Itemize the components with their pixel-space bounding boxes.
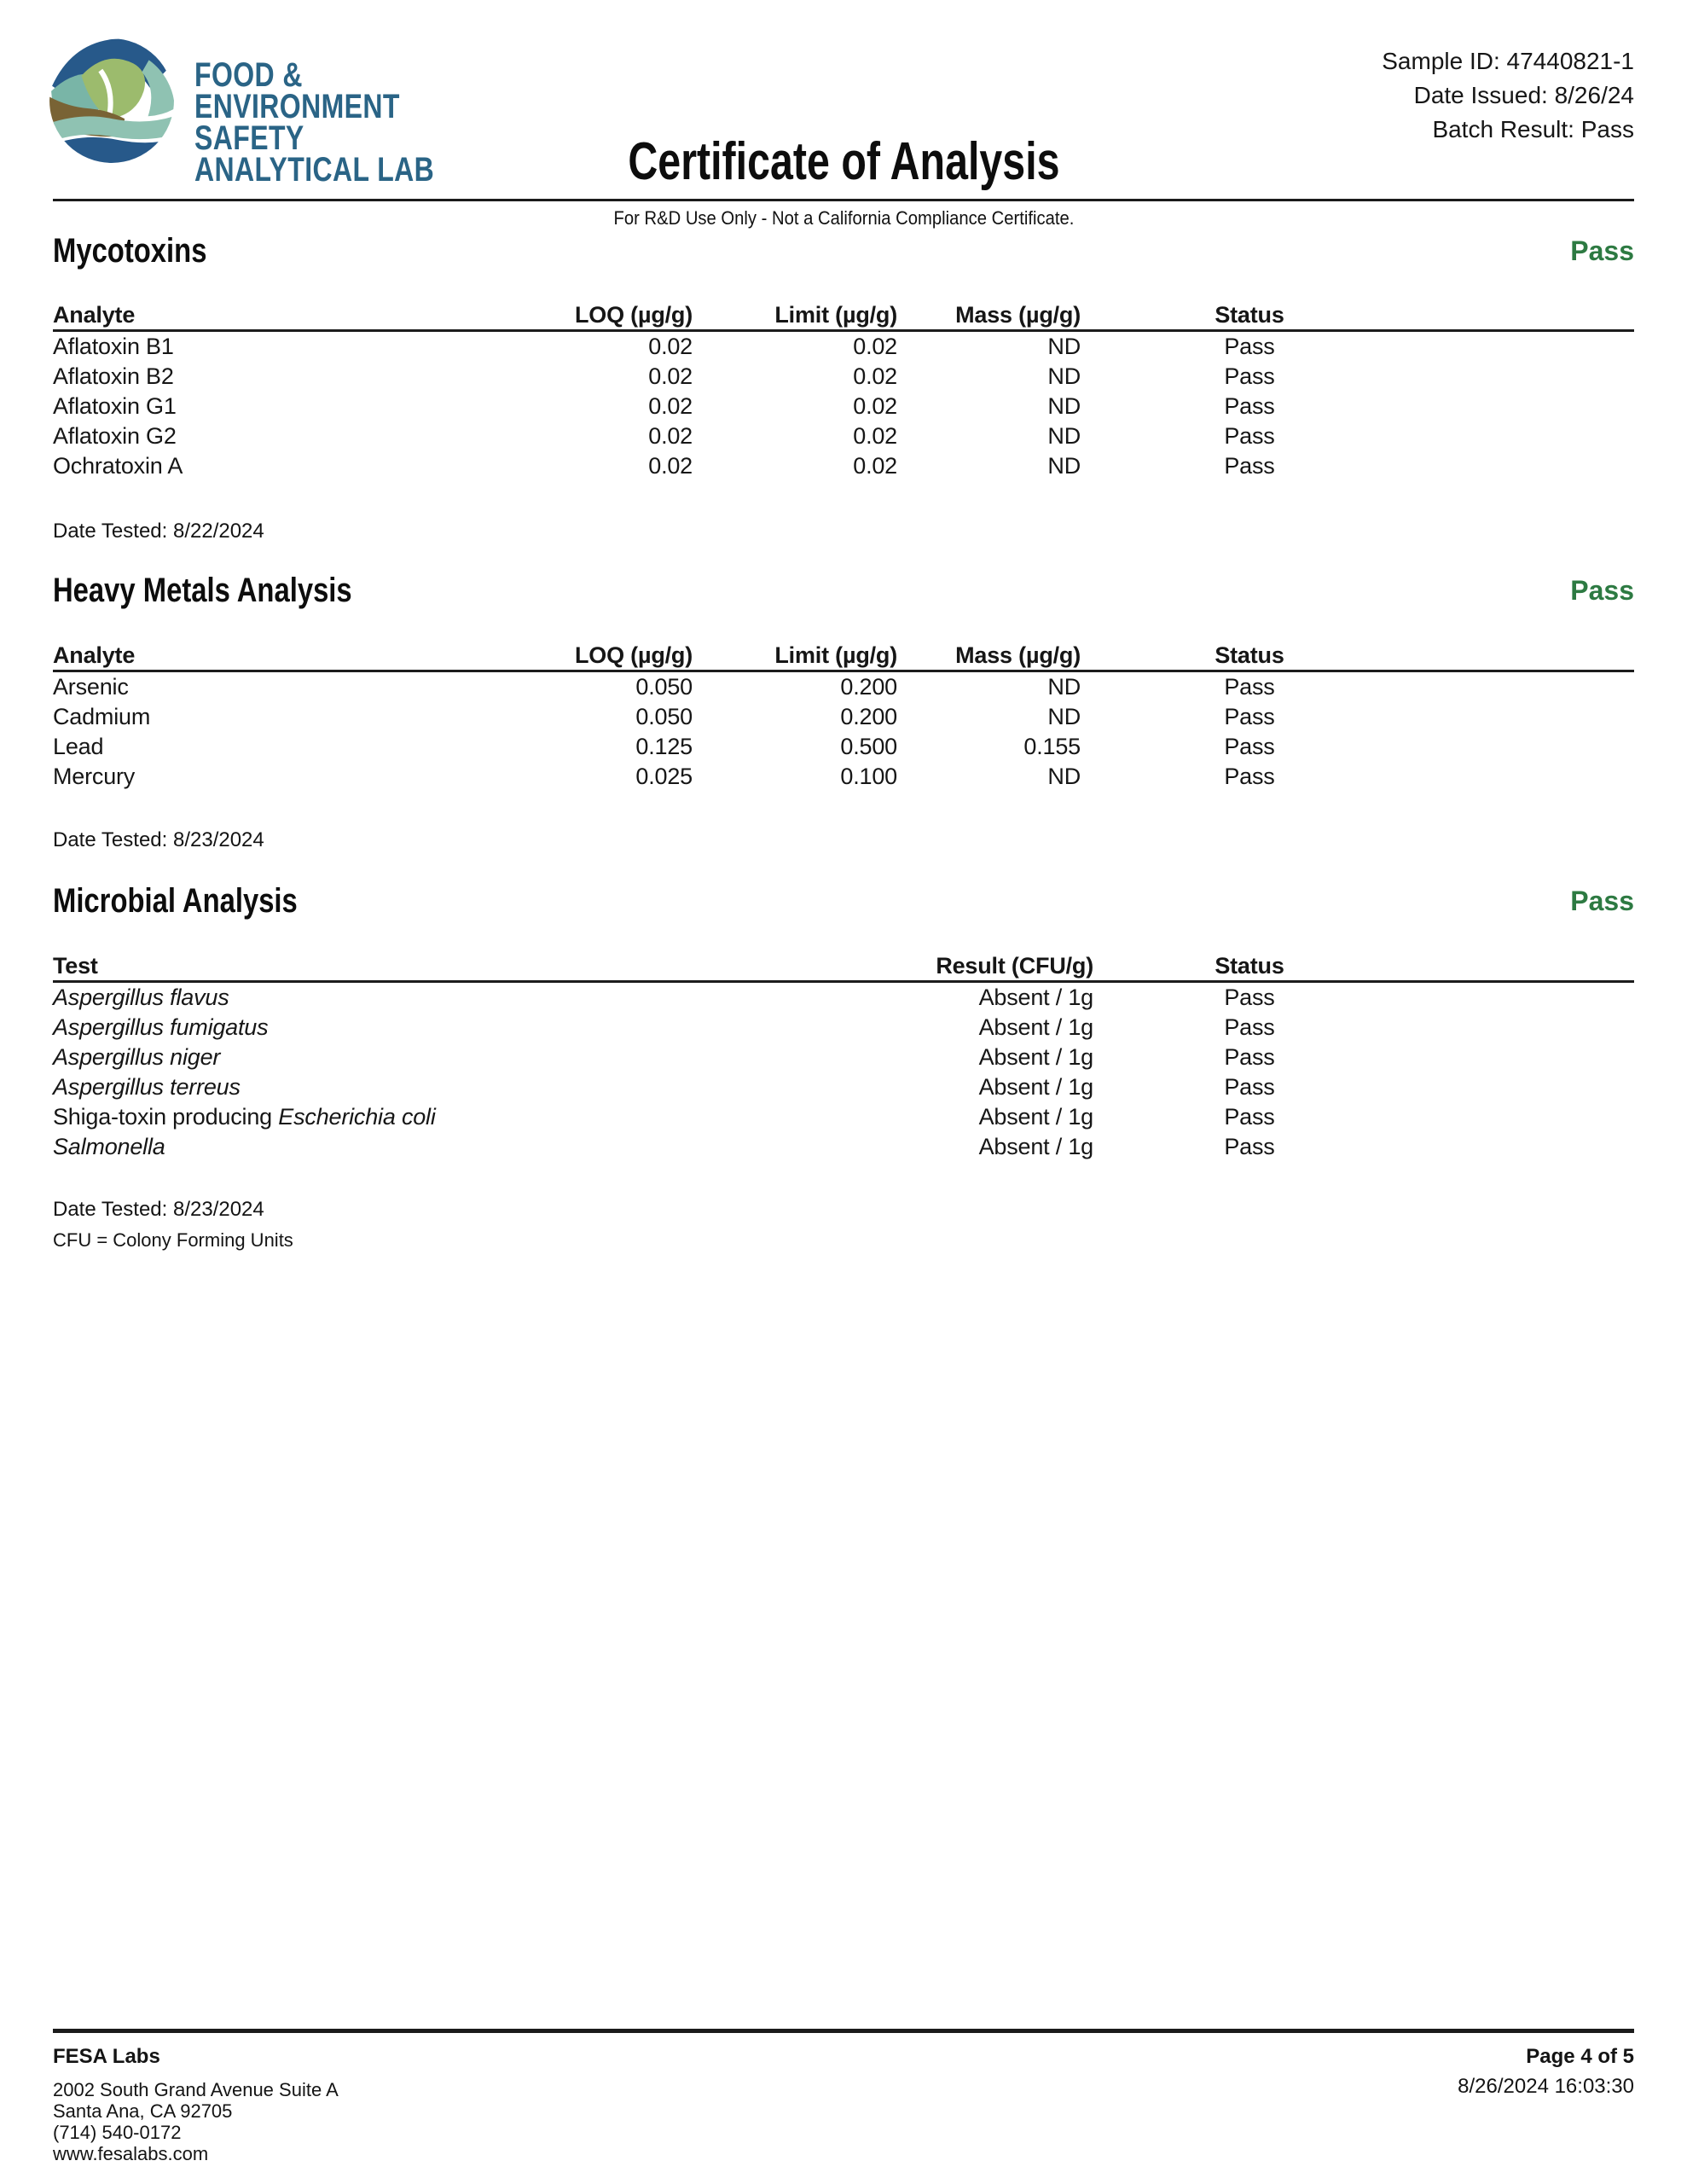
section-status-badge: Pass [1570,235,1634,266]
table-row [53,1072,1634,1102]
table-header-row [53,300,1634,331]
table-row [53,362,1634,392]
analyte-cell: Cadmium [53,704,151,729]
col-limit: Limit (µg/g) [693,641,897,671]
section-status-badge: Pass [1570,574,1634,606]
print-timestamp: 8/26/2024 16:03:30 [1458,2075,1634,2098]
microbial-table [53,951,1634,1162]
col-analyte: Analyte [53,300,530,331]
analyte-cell: Ochratoxin A [53,453,183,479]
result-cell: Absent / 1g [978,1014,1093,1040]
status-cell: Pass [1224,734,1275,759]
address-line: (714) 540-0172 [53,2122,182,2143]
table-row [53,1102,1634,1132]
section-title-heavy-metals: Heavy Metals Analysis [53,571,352,609]
table-header-row [53,641,1634,671]
table-row [53,702,1634,732]
mass-cell: ND [1047,363,1081,389]
status-cell: Pass [1224,393,1275,419]
page-title: Certificate of Analysis [627,132,1060,191]
test-cell: Aspergillus terreus [53,1074,241,1100]
lab-name-line: SAFETY [194,119,304,157]
status-cell: Pass [1224,704,1275,729]
loq-cell: 0.050 [635,674,693,700]
col-result: Result (CFU/g) [650,951,1093,982]
address-line: Santa Ana, CA 92705 [53,2100,233,2122]
status-cell: Pass [1224,1014,1275,1040]
mass-cell: ND [1047,453,1081,479]
table-row [53,1132,1634,1162]
status-cell: Pass [1224,985,1275,1010]
table-row [53,392,1634,421]
loq-cell: 0.125 [635,734,693,759]
col-status: Status [1093,951,1406,982]
status-cell: Pass [1224,1074,1275,1100]
lab-name-line: FOOD & [194,56,303,94]
heavy-metals-table [53,641,1634,792]
batch-result: Batch Result: Pass [1432,116,1634,142]
test-cell: Aspergillus niger [53,1044,221,1070]
loq-cell: 0.02 [648,423,693,449]
table-row [53,1043,1634,1072]
table-row [53,331,1634,363]
footer-divider [53,2029,1634,2033]
table-row [53,1013,1634,1043]
col-status: Status [1081,300,1418,331]
analyte-cell: Aflatoxin B1 [53,334,174,359]
status-cell: Pass [1224,1044,1275,1070]
lab-name-line: ENVIRONMENT [194,88,400,125]
disclaimer-text: For R&D Use Only - Not a California Compliance Certificate. [613,207,1074,229]
lab-website: www.fesalabs.com [53,2143,209,2164]
limit-cell: 0.02 [853,334,897,359]
test-cell: Salmonella [53,1134,165,1159]
lab-name: FESA Labs [53,2045,160,2068]
loq-cell: 0.025 [635,764,693,789]
status-cell: Pass [1224,363,1275,389]
lab-name-line: ANALYTICAL LAB [194,151,435,189]
col-test: Test [53,951,650,982]
col-analyte: Analyte [53,641,530,671]
cfu-note: CFU = Colony Forming Units [53,1229,293,1251]
result-cell: Absent / 1g [978,985,1093,1010]
result-cell: Absent / 1g [978,1044,1093,1070]
col-status: Status [1081,641,1418,671]
loq-cell: 0.02 [648,393,693,419]
col-loq: LOQ (µg/g) [530,300,693,331]
table-row [53,762,1634,792]
test-cell: Shiga-toxin producing Escherichia coli [53,1104,436,1130]
status-cell: Pass [1224,764,1275,789]
table-row [53,451,1634,481]
loq-cell: 0.050 [635,704,693,729]
mass-cell: ND [1047,764,1081,789]
result-cell: Absent / 1g [978,1134,1093,1159]
date-tested-heavy-metals: Date Tested: 8/23/2024 [53,828,264,851]
col-limit: Limit (µg/g) [693,300,897,331]
table-row [53,671,1634,703]
status-cell: Pass [1224,423,1275,449]
limit-cell: 0.200 [840,674,897,700]
limit-cell: 0.500 [840,734,897,759]
limit-cell: 0.02 [853,423,897,449]
limit-cell: 0.200 [840,704,897,729]
page-number: Page 4 of 5 [1526,2045,1634,2068]
mass-cell: ND [1047,674,1081,700]
col-mass: Mass (µg/g) [897,300,1081,331]
analyte-cell: Lead [53,734,104,759]
table-row [53,982,1634,1014]
sample-meta [1382,44,1634,147]
status-cell: Pass [1224,453,1275,479]
address-line: 2002 South Grand Avenue Suite A [53,2079,339,2100]
analyte-cell: Aflatoxin B2 [53,363,174,389]
analyte-cell: Arsenic [53,674,129,700]
loq-cell: 0.02 [648,334,693,359]
footer-left [53,2044,339,2164]
status-cell: Pass [1224,1104,1275,1130]
limit-cell: 0.02 [853,393,897,419]
mass-cell: ND [1047,704,1081,729]
test-cell: Aspergillus flavus [53,985,229,1010]
date-tested-mycotoxins: Date Tested: 8/22/2024 [53,520,264,543]
analyte-cell: Mercury [53,764,136,789]
col-filler [1406,951,1634,982]
col-loq: LOQ (µg/g) [530,641,693,671]
mass-cell: 0.155 [1023,734,1081,759]
footer [53,2044,1634,2164]
col-filler [1418,641,1634,671]
mass-cell: ND [1047,334,1081,359]
limit-cell: 0.100 [840,764,897,789]
table-row [53,732,1634,762]
analyte-cell: Aflatoxin G2 [53,423,177,449]
table-row [53,421,1634,451]
loq-cell: 0.02 [648,453,693,479]
section-title-mycotoxins: Mycotoxins [53,231,207,270]
section-status-badge: Pass [1570,885,1634,916]
footer-right [1458,2044,1634,2100]
status-cell: Pass [1224,674,1275,700]
loq-cell: 0.02 [648,363,693,389]
section-title-microbial: Microbial Analysis [53,881,298,920]
test-cell: Aspergillus fumigatus [53,1014,269,1040]
analyte-cell: Aflatoxin G1 [53,393,177,419]
col-filler [1418,300,1634,331]
date-tested-microbial: Date Tested: 8/23/2024 [53,1198,264,1221]
title-divider [53,199,1634,201]
col-mass: Mass (µg/g) [897,641,1081,671]
lab-address [53,2079,339,2164]
result-cell: Absent / 1g [978,1104,1093,1130]
sample-id: Sample ID: 47440821-1 [1382,48,1634,74]
result-cell: Absent / 1g [978,1074,1093,1100]
status-cell: Pass [1224,1134,1275,1159]
table-header-row [53,951,1634,982]
limit-cell: 0.02 [853,363,897,389]
date-issued: Date Issued: 8/26/24 [1413,82,1634,108]
mass-cell: ND [1047,393,1081,419]
status-cell: Pass [1224,334,1275,359]
limit-cell: 0.02 [853,453,897,479]
mass-cell: ND [1047,423,1081,449]
mycotoxins-table [53,300,1634,481]
